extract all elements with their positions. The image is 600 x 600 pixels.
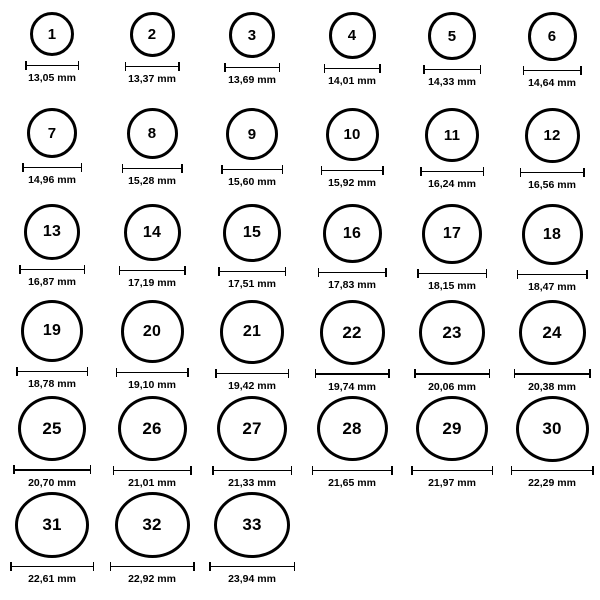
ring-size-cell	[402, 104, 502, 200]
diameter-label: 17,19 mm	[128, 277, 176, 289]
ring-circle	[124, 204, 181, 261]
ring-size-number: 26	[142, 419, 162, 439]
diameter-measure-bar	[125, 62, 180, 71]
ring-size-grid	[2, 8, 598, 584]
ring-circle	[18, 396, 86, 461]
ring-size-cell	[202, 392, 302, 488]
ring-circle	[127, 108, 178, 159]
ring-size-cell	[502, 104, 600, 200]
diameter-measure-bar	[212, 466, 292, 474]
ring-circle	[21, 300, 83, 362]
diameter-label: 23,94 mm	[228, 572, 276, 585]
diameter-label: 15,60 mm	[228, 176, 276, 188]
ring-circle	[320, 300, 385, 365]
ring-size-number: 15	[242, 224, 262, 241]
ring-circle	[317, 396, 388, 461]
ring-size-cell	[102, 200, 202, 296]
measure-line	[221, 169, 283, 171]
diameter-label: 14,01 mm	[328, 75, 376, 87]
measure-line	[122, 168, 183, 170]
diameter-label: 20,06 mm	[428, 380, 476, 393]
measure-line	[22, 167, 82, 169]
ring-size-cell	[302, 296, 402, 392]
ring-size-number: 28	[342, 419, 362, 439]
measure-line	[324, 68, 381, 70]
diameter-measure-bar	[116, 368, 189, 377]
measure-line	[209, 566, 295, 568]
diameter-measure-bar	[119, 266, 186, 275]
measure-line	[517, 274, 588, 276]
measure-line	[420, 171, 484, 173]
measure-line	[224, 67, 280, 69]
diameter-measure-bar	[312, 466, 393, 474]
ring-circle	[115, 492, 190, 558]
measure-line	[215, 373, 289, 375]
ring-circle	[516, 396, 589, 462]
diameter-measure-bar	[315, 370, 390, 379]
diameter-label: 14,33 mm	[428, 76, 476, 88]
measure-line	[523, 70, 582, 72]
ring-size-cell	[102, 104, 202, 200]
ring-size-number: 12	[543, 127, 561, 144]
diameter-measure-bar	[110, 563, 195, 571]
diameter-label: 13,37 mm	[128, 73, 176, 85]
measure-line	[16, 371, 88, 373]
ring-size-cell	[102, 296, 202, 392]
diameter-measure-bar	[414, 370, 490, 379]
ring-size-number: 16	[342, 224, 362, 242]
ring-circle	[323, 204, 382, 263]
diameter-measure-bar	[209, 563, 295, 571]
ring-size-cell	[302, 104, 402, 200]
ring-size-number: 18	[542, 225, 562, 243]
diameter-measure-bar	[218, 267, 286, 276]
measure-line	[110, 566, 195, 568]
ring-size-cell	[2, 8, 102, 104]
diameter-label: 21,97 mm	[428, 476, 476, 489]
measure-line	[514, 373, 591, 375]
ring-circle	[226, 108, 278, 160]
diameter-measure-bar	[10, 563, 94, 571]
ring-size-number: 25	[42, 418, 62, 438]
measure-line	[411, 470, 493, 472]
ring-circle	[416, 396, 488, 461]
diameter-measure-bar	[113, 466, 192, 474]
ring-size-cell	[2, 200, 102, 296]
ring-size-cell	[202, 200, 302, 296]
ring-size-cell	[302, 200, 402, 296]
measure-line	[511, 470, 594, 472]
measure-line	[318, 272, 387, 274]
ring-circle	[422, 204, 482, 264]
ring-size-number: 23	[442, 322, 462, 342]
ring-circle	[519, 300, 586, 365]
diameter-measure-bar	[215, 369, 289, 378]
ring-size-number: 30	[542, 419, 562, 439]
diameter-measure-bar	[221, 165, 283, 174]
diameter-label: 16,24 mm	[428, 178, 476, 190]
diameter-measure-bar	[514, 370, 591, 379]
diameter-label: 14,96 mm	[28, 174, 76, 186]
diameter-measure-bar	[423, 65, 481, 74]
measure-line	[13, 469, 91, 471]
ring-size-number: 33	[242, 515, 262, 535]
diameter-label: 14,64 mm	[528, 77, 576, 89]
measure-line	[125, 66, 180, 68]
diameter-label: 16,87 mm	[28, 276, 76, 288]
ring-size-cell	[102, 392, 202, 488]
measure-line	[19, 269, 85, 271]
ring-size-cell	[502, 8, 600, 104]
ring-circle	[329, 12, 376, 59]
ring-size-cell	[402, 8, 502, 104]
ring-circle	[525, 108, 580, 163]
ring-circle	[419, 300, 485, 365]
diameter-measure-bar	[122, 164, 183, 173]
ring-size-cell	[302, 8, 402, 104]
diameter-label: 13,05 mm	[28, 72, 76, 84]
diameter-label: 20,38 mm	[528, 380, 576, 393]
ring-size-number: 1	[47, 25, 57, 43]
diameter-measure-bar	[16, 367, 88, 376]
ring-circle	[24, 204, 80, 260]
ring-circle	[528, 12, 577, 61]
ring-circle	[118, 396, 187, 461]
ring-size-cell	[302, 392, 402, 488]
diameter-label: 13,69 mm	[228, 74, 276, 86]
diameter-label: 18,15 mm	[428, 280, 476, 292]
ring-circle	[425, 108, 479, 162]
ring-size-number: 29	[442, 419, 462, 439]
measure-line	[520, 172, 585, 174]
diameter-measure-bar	[224, 63, 280, 72]
measure-line	[25, 65, 79, 67]
ring-size-number: 6	[547, 28, 557, 45]
ring-size-number: 2	[147, 26, 157, 43]
diameter-measure-bar	[520, 168, 585, 177]
ring-size-number: 14	[142, 223, 162, 241]
ring-size-number: 32	[142, 515, 162, 535]
ring-size-number: 19	[42, 322, 62, 339]
diameter-label: 19,74 mm	[328, 380, 376, 393]
ring-circle	[326, 108, 379, 161]
ring-circle	[15, 492, 89, 558]
diameter-measure-bar	[417, 269, 487, 278]
diameter-measure-bar	[517, 270, 588, 279]
diameter-measure-bar	[22, 163, 82, 172]
diameter-label: 22,61 mm	[28, 572, 76, 585]
measure-line	[119, 270, 186, 272]
ring-size-number: 22	[342, 322, 362, 342]
ring-circle	[220, 300, 284, 364]
diameter-measure-bar	[25, 61, 79, 70]
diameter-label: 20,70 mm	[28, 476, 76, 489]
diameter-measure-bar	[523, 66, 582, 75]
ring-size-cell	[202, 296, 302, 392]
ring-size-cell	[202, 8, 302, 104]
ring-circle	[30, 12, 74, 56]
ring-size-cell	[202, 488, 302, 584]
ring-size-cell	[102, 488, 202, 584]
diameter-measure-bar	[420, 167, 484, 176]
diameter-label: 19,42 mm	[228, 380, 276, 392]
diameter-label: 18,78 mm	[28, 378, 76, 390]
ring-size-cell	[502, 392, 600, 488]
measure-line	[218, 271, 286, 273]
measure-line	[423, 69, 481, 71]
measure-line	[315, 373, 390, 375]
diameter-label: 19,10 mm	[128, 379, 176, 391]
ring-size-number: 7	[47, 124, 57, 142]
measure-line	[10, 566, 94, 568]
measure-line	[321, 170, 384, 172]
ring-circle	[130, 12, 175, 57]
diameter-label: 22,29 mm	[528, 476, 576, 489]
ring-size-number: 24	[542, 322, 562, 342]
ring-size-cell	[102, 8, 202, 104]
ring-size-cell	[502, 200, 600, 296]
ring-size-cell	[202, 104, 302, 200]
diameter-label: 15,28 mm	[128, 175, 176, 187]
ring-size-cell	[402, 296, 502, 392]
diameter-label: 17,83 mm	[328, 279, 376, 291]
ring-circle	[121, 300, 184, 363]
ring-size-number: 4	[347, 27, 357, 44]
diameter-measure-bar	[318, 268, 387, 277]
ring-size-number: 5	[447, 27, 457, 45]
ring-size-number: 11	[443, 126, 461, 144]
measure-line	[212, 470, 292, 472]
ring-size-number: 20	[142, 322, 162, 340]
diameter-measure-bar	[511, 467, 594, 475]
ring-size-cell	[2, 488, 102, 584]
ring-size-number: 21	[242, 323, 262, 340]
diameter-label: 22,92 mm	[128, 572, 176, 585]
ring-size-number: 13	[42, 223, 62, 240]
ring-size-number: 8	[147, 125, 157, 142]
ring-size-cell	[2, 104, 102, 200]
measure-line	[116, 372, 189, 374]
diameter-label: 18,47 mm	[528, 281, 576, 293]
ring-circle	[217, 396, 287, 461]
ring-circle	[428, 12, 476, 60]
measure-line	[414, 373, 490, 375]
ring-size-number: 9	[247, 125, 257, 143]
diameter-label: 21,33 mm	[228, 476, 276, 489]
ring-size-number: 31	[42, 515, 62, 535]
ring-size-cell	[402, 392, 502, 488]
diameter-label: 17,51 mm	[228, 278, 276, 290]
ring-size-number: 17	[442, 225, 462, 242]
diameter-label: 15,92 mm	[328, 177, 376, 189]
diameter-label: 21,01 mm	[128, 476, 176, 489]
ring-size-number: 10	[343, 126, 361, 143]
diameter-measure-bar	[411, 466, 493, 474]
ring-circle	[522, 204, 583, 265]
ring-circle	[214, 492, 290, 558]
ring-size-number: 3	[247, 26, 257, 44]
measure-line	[417, 273, 487, 275]
diameter-measure-bar	[13, 466, 91, 475]
ring-size-cell	[2, 296, 102, 392]
measure-line	[113, 470, 192, 472]
diameter-measure-bar	[321, 166, 384, 175]
ring-circle	[229, 12, 275, 58]
ring-size-cell	[402, 200, 502, 296]
ring-circle	[27, 108, 77, 158]
diameter-label: 21,65 mm	[328, 476, 376, 489]
diameter-measure-bar	[324, 64, 381, 73]
diameter-label: 16,56 mm	[528, 179, 576, 191]
measure-line	[312, 470, 393, 472]
diameter-measure-bar	[19, 265, 85, 274]
ring-circle	[223, 204, 281, 262]
ring-size-cell	[2, 392, 102, 488]
ring-size-number: 27	[242, 419, 262, 439]
ring-size-cell	[502, 296, 600, 392]
